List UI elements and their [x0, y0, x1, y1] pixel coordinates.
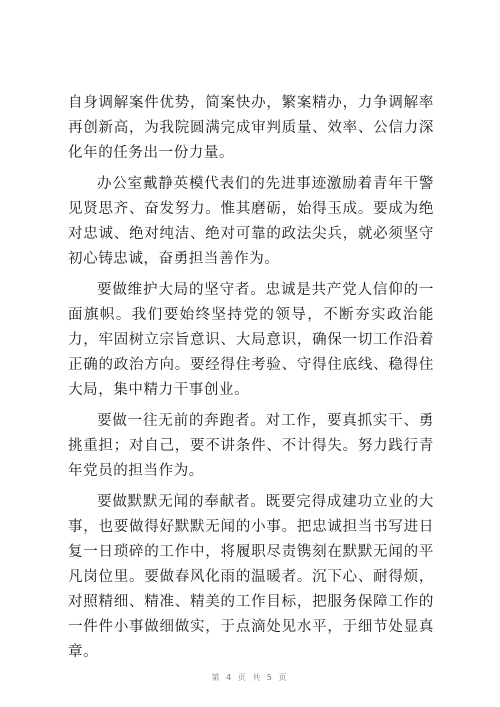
paragraph-1: 自身调解案件优势，简案快办，繁案精办，力争调解率再创新高，为我院圆满完成审判质量、效率、公信力深化年的任务出一份力量。: [68, 95, 434, 161]
paragraph-5: 要做默默无闻的奉献者。既要完得成建功立业的大事，也要做得好默默无闻的小事。把忠诚担当书写进日复一日琐碎的工作中，将履职尽责镌刻在默默无闻的平凡岗位里。要做春风化雨的温暖者。沉下心、耐得烦，对照精细、精准、精美的工作目标，把服务保障工作的一件件小事做细做实，于点滴处见水平，于细节处显真章。: [68, 494, 434, 660]
paragraph-4: 要做一往无前的奔跑者。对工作，要真抓实干、勇挑重担；对自己，要不讲条件、不计得失。努力践行青年党员的担当作为。: [68, 413, 434, 479]
document-body: [68, 91, 434, 665]
page-number-footer: 第 4 页 共 5 页: [211, 673, 289, 682]
paragraph-2: 办公室戴静英模代表们的先进事迹激励着青年干警见贤思齐、奋发努力。惟其磨砺，始得玉成。要成为绝对忠诚、绝对纯洁、绝对可靠的政法尖兵，就必须坚守初心铸忠诚，奋勇担当善作为。: [68, 176, 434, 267]
paragraph-3: 要做维护大局的坚守者。忠诚是共产党人信仰的一面旗帜。我们要始终坚持党的领导，不断夯实政治能力，牢固树立宗旨意识、大局意识，确保一切工作沿着正确的政治方向。要经得住考验、守得住底线、稳得住大局，集中精力干事创业。: [68, 282, 434, 398]
